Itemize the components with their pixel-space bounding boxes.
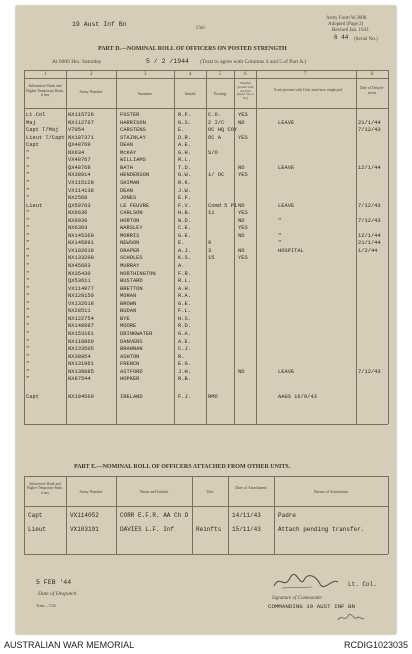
archive-id: RCDIG1023035 bbox=[343, 640, 408, 650]
form-reference-2: Adopted (Page 2) bbox=[328, 22, 364, 27]
col-header-initials: Initials bbox=[184, 91, 196, 96]
cell-surname: WILLIAMS bbox=[120, 157, 146, 164]
cell-detach-date: 1/2/44 bbox=[358, 247, 378, 254]
cell-rank: " bbox=[26, 232, 30, 239]
table-row bbox=[16, 526, 396, 533]
table-row bbox=[16, 142, 396, 149]
cell-employment: LEAVE bbox=[278, 202, 295, 209]
cell-detach-date: 12/1/44 bbox=[358, 164, 381, 171]
table-row bbox=[16, 248, 396, 255]
cell-rank: " bbox=[26, 217, 30, 224]
table-row bbox=[16, 369, 396, 376]
cell-present: YES bbox=[238, 172, 248, 179]
cell-attach-date: 15/11/43 bbox=[232, 526, 261, 533]
cell-rank: " bbox=[26, 187, 30, 194]
cell-army-number: NX6036 bbox=[68, 217, 88, 224]
cell-rank: " bbox=[26, 346, 30, 353]
table-row bbox=[16, 278, 396, 285]
cell-initials: H.B. bbox=[178, 210, 191, 217]
cell-attach-date: 14/11/43 bbox=[232, 512, 261, 519]
cell-army-number: NX6636 bbox=[68, 210, 88, 217]
cell-rank: " bbox=[26, 157, 30, 164]
cell-initials: F.J. bbox=[178, 393, 191, 400]
cell-initials: A.E. bbox=[178, 338, 191, 345]
cell-rank: Lt.Col bbox=[26, 112, 46, 118]
cell-initials: R.A. bbox=[178, 293, 191, 300]
cell-surname: BROWN bbox=[120, 300, 137, 307]
cell-army-number: NX104569 bbox=[68, 393, 94, 400]
cell-rank: " bbox=[26, 300, 30, 307]
cell-employment: AAGS 16/9/43 bbox=[278, 393, 317, 400]
cell-detach-date: 7/12/43 bbox=[358, 202, 381, 209]
at-date: 5 / 2 /1944 bbox=[146, 58, 189, 65]
cell-army-number: QX48768 bbox=[68, 164, 91, 171]
cell-present: NO bbox=[238, 247, 245, 254]
handwritten-signature bbox=[272, 572, 342, 592]
cell-army-number: VX114138 bbox=[68, 187, 94, 194]
e-header-date: Date of Attachment bbox=[235, 485, 267, 490]
table-row bbox=[16, 120, 396, 127]
cell-rank: " bbox=[26, 240, 30, 247]
cell-army-number: NX38914 bbox=[68, 172, 91, 179]
cell-present: YES bbox=[238, 225, 248, 232]
col-number-6: 6 bbox=[244, 72, 247, 77]
cell-army-number: QX53611 bbox=[68, 278, 91, 285]
col-header-present: Whether present with the Unit (insert Yes or No) bbox=[237, 81, 254, 101]
cell-surname: DRAPER bbox=[120, 247, 140, 254]
cell-initials: G.H. bbox=[178, 149, 191, 156]
cell-initials: A.H. bbox=[178, 285, 191, 292]
cell-initials: G.S. bbox=[178, 119, 191, 126]
cell-army-number: VX48767 bbox=[68, 157, 91, 164]
cell-surname: CARLSON bbox=[120, 210, 143, 217]
cell-rank: " bbox=[26, 270, 30, 277]
col-header-date: Date of Detach-ment bbox=[359, 86, 385, 95]
table-row bbox=[16, 240, 396, 247]
cell-initials: R. bbox=[178, 353, 185, 360]
table-row bbox=[16, 331, 396, 338]
cell-rank: Lieut bbox=[26, 202, 43, 209]
cell-rank: " bbox=[26, 172, 30, 179]
cell-present: NO bbox=[238, 368, 245, 375]
table-row bbox=[16, 394, 396, 401]
cell-initials: F.R. bbox=[178, 270, 191, 277]
signer-rank: Lt. Col. bbox=[348, 581, 377, 588]
cell-army-number: VX132618 bbox=[68, 300, 94, 307]
cell-initials: H.S. bbox=[178, 315, 191, 322]
cell-surname: MOORE bbox=[120, 323, 137, 330]
at-line-prefix: At 0000 Hrs. Saturday bbox=[52, 59, 102, 65]
col-number-2: 2 bbox=[90, 72, 93, 77]
cell-surname: FOSTER bbox=[120, 112, 140, 118]
cell-surname: NORTHINGTON bbox=[120, 270, 156, 277]
cell-surname: DANVERS bbox=[120, 338, 143, 345]
cell-surname: ASHTON bbox=[120, 353, 140, 360]
table-row bbox=[16, 301, 396, 308]
cell-surname: HENDERSON bbox=[120, 172, 150, 179]
cell-posting: 3 bbox=[208, 247, 212, 254]
cell-army-number: NX110869 bbox=[68, 338, 94, 345]
cell-detach-date: 21/1/44 bbox=[358, 119, 381, 126]
table-row bbox=[16, 354, 396, 361]
cell-posting: C.O. bbox=[208, 112, 221, 118]
cell-initials: G.A. bbox=[178, 330, 191, 337]
handwritten-initials bbox=[336, 612, 366, 624]
despatch-label: Date of Despatch bbox=[38, 591, 77, 597]
cell-initials: E. bbox=[178, 240, 185, 247]
cell-posting: RMO bbox=[208, 393, 218, 400]
cell-present: YES bbox=[238, 112, 248, 118]
cell-rank: " bbox=[26, 278, 30, 285]
cell-detach-date: 21/1/44 bbox=[358, 240, 381, 247]
cell-army-number: VX115128 bbox=[68, 179, 94, 186]
archive-name: AUSTRALIAN WAR MEMORIAL bbox=[4, 640, 135, 650]
at-line-suffix: (Total to agree with Columns 4 and 5 of Part A.) bbox=[200, 59, 307, 65]
despatch-date: 5 FEB '44 bbox=[36, 579, 72, 586]
col-header-employed: If not present with Unit, state how employed bbox=[274, 88, 342, 92]
cell-surname: SHIMAN bbox=[120, 179, 140, 186]
cell-surname: BRANNAN bbox=[120, 346, 143, 353]
cell-surname: JONES bbox=[120, 195, 137, 202]
cell-initials: J.H. bbox=[178, 368, 191, 375]
cell-detach-date: 7/12/43 bbox=[358, 127, 381, 134]
cell-surname: MURRAY bbox=[120, 263, 140, 269]
serial-label: (Serial No.) bbox=[354, 37, 378, 42]
cell-posting: OC A bbox=[208, 134, 221, 141]
cell-rank: " bbox=[26, 255, 30, 262]
cell-rank: " bbox=[26, 353, 30, 360]
cell-rank: Capt bbox=[26, 393, 39, 400]
cell-initials: R.L. bbox=[178, 157, 191, 164]
cell-initials: J.W. bbox=[178, 187, 191, 194]
e-header-rank: Substantive Rank and Higher Temporary Rank, if any bbox=[27, 482, 63, 495]
cell-army-number: NX138885 bbox=[68, 368, 94, 375]
cell-surname: BRETTON bbox=[120, 285, 143, 292]
cell-rank: " bbox=[26, 195, 30, 202]
cell-rank: " bbox=[26, 338, 30, 345]
cell-army-number: NX87544 bbox=[68, 376, 91, 383]
col-header-surname: Surname bbox=[137, 91, 153, 96]
serial-number: 6 44 bbox=[334, 34, 349, 41]
table-row bbox=[16, 255, 396, 262]
cell-initials: D.R. bbox=[178, 134, 191, 141]
e-header-name: Name and Initials bbox=[139, 489, 169, 494]
cell-rank: Capt bbox=[28, 512, 43, 519]
cell-posting: S/O bbox=[208, 149, 218, 156]
cell-rank: " bbox=[26, 285, 30, 292]
table-row bbox=[16, 210, 396, 217]
cell-name: CORR E.F.R. AA Ch D bbox=[120, 512, 189, 519]
cell-rank: " bbox=[26, 263, 30, 269]
cell-surname: ASTFORD bbox=[120, 368, 143, 375]
cell-army-number: VX114052 bbox=[70, 512, 99, 519]
table-row bbox=[16, 188, 396, 195]
cell-surname: MORRIS bbox=[120, 232, 140, 239]
cell-surname: DEAN bbox=[120, 142, 133, 149]
cell-surname: STAINLAY bbox=[120, 134, 146, 141]
table-row bbox=[16, 308, 396, 315]
cell-posting: Comd 5 P1 bbox=[208, 202, 238, 209]
cell-initials: E. bbox=[178, 127, 185, 134]
cell-present: YES bbox=[238, 134, 248, 141]
table-row bbox=[16, 225, 396, 232]
cell-army-number: NX2568 bbox=[68, 195, 88, 202]
cell-present: YES bbox=[238, 255, 248, 262]
table-row bbox=[16, 323, 396, 330]
cell-rank: " bbox=[26, 225, 30, 232]
cell-rank: " bbox=[26, 247, 30, 254]
cell-unit: Reinfts bbox=[196, 526, 222, 533]
cell-surname: DRINKWATER bbox=[120, 330, 153, 337]
cell-rank: " bbox=[26, 164, 30, 171]
cell-present: NO bbox=[238, 119, 245, 126]
e-header-army-number: Army Number bbox=[79, 489, 103, 494]
cell-initials: F.V. bbox=[178, 202, 191, 209]
commanding-line: COMMANDING 19 AUST INF BN bbox=[268, 603, 355, 610]
cell-initials: A. bbox=[178, 263, 185, 269]
cell-posting: 9 bbox=[208, 240, 212, 247]
cell-army-number: NX45683 bbox=[68, 263, 91, 269]
table-row bbox=[16, 127, 396, 134]
cell-rank: " bbox=[26, 361, 30, 368]
col-number-5: 5 bbox=[219, 72, 222, 77]
cell-army-number: VX114977 bbox=[68, 285, 94, 292]
table-row bbox=[16, 112, 396, 119]
cell-army-number: NX6303 bbox=[68, 225, 88, 232]
cell-surname: HORTON bbox=[120, 217, 140, 224]
table-row bbox=[16, 135, 396, 142]
cell-rank: " bbox=[26, 149, 30, 156]
cell-rank: " bbox=[26, 330, 30, 337]
table-row bbox=[16, 512, 396, 519]
cell-rank: " bbox=[26, 368, 30, 375]
cell-rank: Lieut bbox=[28, 526, 47, 533]
cell-army-number: VX102618 bbox=[68, 247, 94, 254]
table-row bbox=[16, 263, 396, 270]
cell-surname: FRENCH bbox=[120, 361, 140, 368]
table-row bbox=[16, 376, 396, 383]
cell-rank: " bbox=[26, 376, 30, 383]
form-reference-3: Revised Jan. 1943 bbox=[332, 28, 369, 33]
cell-surname: IRELAND bbox=[120, 393, 143, 400]
cell-surname: NEWSON bbox=[120, 240, 140, 247]
table-row bbox=[16, 233, 396, 240]
cell-detach-date: 7/12/43 bbox=[358, 217, 381, 224]
cell-initials: G.W. bbox=[178, 172, 191, 179]
cell-initials: E.F. bbox=[178, 195, 191, 202]
unit-label: Unit bbox=[196, 26, 205, 31]
document-page bbox=[16, 6, 396, 634]
cell-posting: 11 bbox=[208, 210, 215, 217]
part-e-title: PART E.—NOMINAL ROLL OF OFFICERS ATTACHED FROM OTHER UNITS. bbox=[74, 464, 291, 470]
cell-army-number: NX187371 bbox=[68, 134, 94, 141]
cell-rank: " bbox=[26, 308, 30, 315]
cell-rank: " bbox=[26, 210, 30, 217]
cell-initials: R.B. bbox=[178, 376, 191, 383]
cell-army-number: NX35430 bbox=[68, 270, 91, 277]
cell-army-number: NX128150 bbox=[68, 293, 94, 300]
cell-initials: A.J. bbox=[178, 247, 191, 254]
cell-army-number: VX103191 bbox=[70, 526, 99, 533]
cell-present: NO bbox=[238, 202, 245, 209]
cell-surname: SCHOLES bbox=[120, 255, 143, 262]
cell-army-number: QX48769 bbox=[68, 142, 91, 149]
cell-rank: Maj bbox=[26, 119, 36, 126]
cell-surname: McKAY bbox=[120, 149, 137, 156]
cell-army-number: NX133200 bbox=[68, 255, 94, 262]
cell-army-number: NX133505 bbox=[68, 346, 94, 353]
table-row bbox=[16, 195, 396, 202]
col-header-posting: Posting bbox=[213, 91, 226, 96]
cell-employment: " bbox=[278, 240, 282, 247]
e-header-nature: Nature of Attachment bbox=[313, 489, 349, 494]
col-header-army-number: Army Number bbox=[79, 89, 103, 94]
cell-surname: HOPKER bbox=[120, 376, 140, 383]
table-row bbox=[16, 203, 396, 210]
cell-employment: HOSPITAL bbox=[278, 247, 304, 254]
cell-employment: LEAVE bbox=[278, 119, 295, 126]
cell-surname: BUDAN bbox=[120, 308, 137, 315]
cell-initials: A.E. bbox=[178, 142, 191, 149]
cell-name: DAVIES L.F. Inf bbox=[120, 526, 175, 533]
cell-rank: " bbox=[26, 179, 30, 186]
cell-posting: 1/ OC bbox=[208, 172, 225, 179]
col-number-8: 8 bbox=[371, 72, 374, 77]
cell-army-number: NX131961 bbox=[68, 361, 94, 368]
cell-present: NO bbox=[238, 164, 245, 171]
cell-employment: " bbox=[278, 232, 282, 239]
col-header-rank: Substantive Rank and Higher Temporary Rank, if any bbox=[26, 84, 64, 97]
cell-initials: C.J. bbox=[178, 346, 191, 353]
cell-army-number: V7054 bbox=[68, 127, 85, 134]
form-reference: Army Form W.3008 bbox=[326, 16, 367, 21]
table-row bbox=[16, 286, 396, 293]
cell-army-number: NX145360 bbox=[68, 232, 94, 239]
table-row bbox=[16, 346, 396, 353]
cell-attach-nature: Padre bbox=[278, 512, 297, 519]
cell-surname: CARSTENS bbox=[120, 127, 146, 134]
cell-present: YES bbox=[238, 210, 248, 217]
table-row bbox=[16, 361, 396, 368]
cell-army-number: NX115726 bbox=[68, 112, 94, 118]
cell-surname: BATH bbox=[120, 164, 133, 171]
archive-footer bbox=[0, 638, 412, 654]
e-header-unit: Unit bbox=[206, 489, 214, 494]
cell-rank: Capt T/Maj bbox=[26, 127, 59, 134]
unit-name: 19 Aust Inf Bn bbox=[72, 21, 127, 28]
cell-present: NO bbox=[238, 232, 245, 239]
cell-surname: BYE bbox=[120, 315, 130, 322]
cell-detach-date: 7/12/43 bbox=[358, 368, 381, 375]
cell-surname: LE FEUVRE bbox=[120, 202, 150, 209]
cell-initials: E.G. bbox=[178, 361, 191, 368]
cell-army-number: NX122754 bbox=[68, 315, 94, 322]
cell-surname: DEAN bbox=[120, 187, 133, 194]
table-row bbox=[16, 172, 396, 179]
cell-initials: G.E. bbox=[178, 300, 191, 307]
table-row bbox=[16, 316, 396, 323]
col-number-7: 7 bbox=[304, 72, 307, 77]
cell-initials: R.K. bbox=[178, 179, 191, 186]
cell-rank: Lieut T/Capt bbox=[26, 134, 65, 141]
table-row bbox=[16, 339, 396, 346]
cell-army-number: NX145891 bbox=[68, 240, 94, 247]
cell-army-number: NX153161 bbox=[68, 330, 94, 337]
cell-initials: R.F. bbox=[178, 112, 191, 118]
cell-initials: F.L. bbox=[178, 308, 191, 315]
cell-army-number: NX28511 bbox=[68, 308, 91, 315]
cell-posting: 2 I/C bbox=[208, 119, 225, 126]
cell-rank: " bbox=[26, 315, 30, 322]
print-code: Trent—7/44 bbox=[36, 603, 56, 608]
cell-rank: " bbox=[26, 323, 30, 330]
cell-initials: W.D. bbox=[178, 217, 191, 224]
cell-initials: C.E. bbox=[178, 225, 191, 232]
cell-employment: LEAVE bbox=[278, 368, 295, 375]
cell-rank: Capt bbox=[26, 142, 39, 149]
cell-employment: LEAVE bbox=[278, 164, 295, 171]
cell-surname: MORAN bbox=[120, 293, 137, 300]
cell-army-number: NX112767 bbox=[68, 119, 94, 126]
col-number-1: 1 bbox=[44, 72, 47, 77]
cell-army-number: NX148987 bbox=[68, 323, 94, 330]
cell-initials: K.S. bbox=[178, 255, 191, 262]
table-row bbox=[16, 218, 396, 225]
cell-initials: R.D. bbox=[178, 323, 191, 330]
table-row bbox=[16, 150, 396, 157]
part-d-title: PART D.—NOMINAL ROLL OF OFFICERS ON POSTED STRENGTH bbox=[98, 46, 287, 52]
cell-initials: T.D. bbox=[178, 164, 191, 171]
cell-posting: OC HQ COY bbox=[208, 127, 238, 134]
col-number-4: 4 bbox=[189, 72, 192, 77]
cell-initials: G.E. bbox=[178, 232, 191, 239]
cell-surname: BUSTARD bbox=[120, 278, 143, 285]
col-number-3: 3 bbox=[144, 72, 147, 77]
cell-attach-nature: Attach pending transfer. bbox=[278, 526, 365, 533]
table-row bbox=[16, 293, 396, 300]
signature-label: Signature of Commander bbox=[272, 596, 323, 601]
cell-employment: " bbox=[278, 217, 282, 224]
cell-army-number: QX50703 bbox=[68, 202, 91, 209]
cell-initials: R.L. bbox=[178, 278, 191, 285]
cell-surname: WARSLEY bbox=[120, 225, 143, 232]
table-row bbox=[16, 165, 396, 172]
cell-posting: 15 bbox=[208, 255, 215, 262]
cell-army-number: NX38854 bbox=[68, 353, 91, 360]
table-row bbox=[16, 180, 396, 187]
table-row bbox=[16, 157, 396, 164]
table-row bbox=[16, 271, 396, 278]
cell-present: NO bbox=[238, 217, 245, 224]
cell-rank: " bbox=[26, 293, 30, 300]
cell-army-number: NX634 bbox=[68, 149, 85, 156]
cell-surname: HARRISON bbox=[120, 119, 146, 126]
cell-detach-date: 12/1/44 bbox=[358, 232, 381, 239]
